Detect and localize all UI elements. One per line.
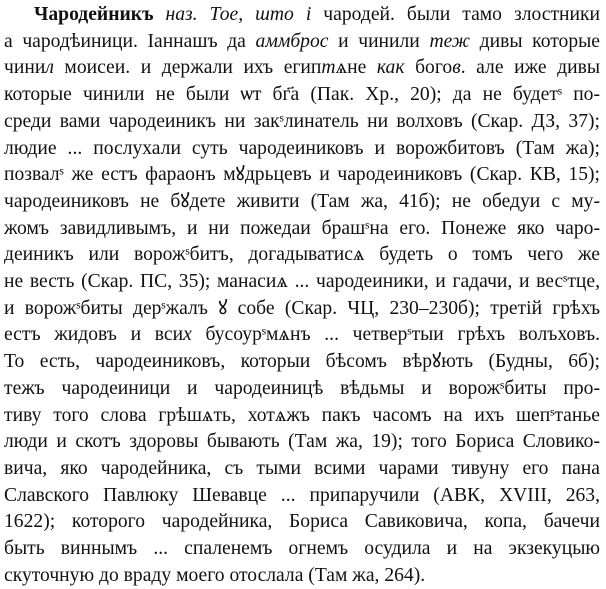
entry-line bbox=[4, 403, 600, 430]
italic-segment: в bbox=[452, 57, 461, 79]
text-segment: . але иже дивы bbox=[460, 57, 600, 79]
text-segment: тежъ чародеиници и чародеиницѣ вѣдьмы и ворожˢбиты про- bbox=[4, 377, 600, 399]
text-segment: бого bbox=[404, 57, 453, 79]
text-segment: моисеи. и держали ихъ егип bbox=[53, 57, 322, 79]
italic-segment: наз. Тое, што і bbox=[165, 4, 312, 25]
dictionary-entry bbox=[4, 2, 600, 589]
text-segment: скуточную до враду моего отослала (Там жа, 264). bbox=[4, 564, 426, 586]
entry-line bbox=[4, 109, 600, 136]
entry-line bbox=[4, 349, 600, 376]
entry-line bbox=[4, 483, 600, 510]
text-segment: не весть (Скар. ПС, 35); манасиѧ ... чародеиники, и гадачи, и весˢтце, bbox=[4, 271, 600, 293]
italic-segment: аммброс bbox=[255, 30, 329, 52]
text-segment: позвалˢ же естъ фараонъ мꙋдрьцевъ и чародеиниковъ (Скар. КВ, 15); bbox=[4, 164, 600, 186]
text-segment: дивы которые bbox=[470, 30, 600, 52]
italic-segment: т bbox=[321, 57, 336, 79]
text-segment: чини bbox=[4, 57, 46, 79]
text-segment: Славского Павлюку Шевавце ... припаручили (АВК, XVIII, 263, bbox=[4, 484, 600, 506]
text-segment: люди и скотъ здоровы бывають (Там жа, 19); того Бориса Словико- bbox=[4, 431, 600, 453]
entry-line bbox=[4, 509, 600, 536]
entry-line bbox=[4, 55, 600, 82]
entry-line bbox=[4, 162, 600, 189]
entry-line bbox=[4, 296, 600, 323]
text-segment: чародеиниковъ не бꙋдете живити (Там жа, 41б); не обедуи с му- bbox=[4, 190, 600, 212]
italic-segment: х bbox=[183, 324, 192, 346]
text-segment: среди вами чародеиникъ ни закˢлинатель ни волховъ (Скар. ДЗ, 37); bbox=[4, 110, 600, 132]
italic-segment: как bbox=[376, 57, 405, 79]
text-segment: деиникъ или ворожˢбитъ, догадыватисѧ будеть о томъ чего же bbox=[4, 244, 600, 266]
text-segment: которые чинили не были ѡт бг҃а (Пак. Хр., 20); да не будетˢ по- bbox=[4, 84, 600, 106]
text-segment: людие ... послухали суть чародеиниковъ и ворожбитовъ (Там жа); bbox=[4, 137, 600, 159]
entry-line bbox=[4, 429, 600, 456]
text-segment: жомъ завидливымъ, и ни пожедаи брашˢна его. Понеже яко чаро- bbox=[4, 217, 600, 239]
entry-line bbox=[4, 242, 600, 269]
text-segment: 1622); которого чародейника, Бориса Савиковича, копа, бачечи bbox=[4, 511, 600, 533]
entry-line bbox=[4, 82, 600, 109]
entry-line bbox=[4, 456, 600, 483]
italic-segment: л bbox=[45, 57, 54, 79]
entry-line bbox=[4, 216, 600, 243]
text-segment: тиву того слова грѣшѧть, хотѧжъ пакъ часомъ на ихъ шепˢтанье bbox=[4, 404, 600, 426]
entry-line bbox=[4, 322, 600, 349]
entry-line bbox=[4, 2, 600, 29]
text-segment: бусоурˢмѧнъ ... четверˢтыи грѣхъ волъховъ. bbox=[191, 324, 600, 346]
entry-line bbox=[4, 29, 600, 56]
text-segment: быть виннымъ ... спаленемъ огнемъ осудила и на экзекуцыю bbox=[4, 538, 600, 560]
text-segment: естъ жидовъ и вси bbox=[4, 324, 184, 346]
text-segment: вича, яко чародейника, съ тыми всими чарами тивуну его пана bbox=[4, 457, 600, 479]
entry-line bbox=[4, 376, 600, 403]
text-segment: а чародѣиници. Іаннашъ да bbox=[4, 30, 256, 52]
entry-headword: Чародейникъ bbox=[34, 4, 154, 25]
text-segment: То есть, чародеиниковъ, которыи бѣсомъ вѣрꙋють (Будны, 6б); bbox=[4, 351, 600, 373]
entry-line bbox=[4, 136, 600, 163]
text-segment: и чинили bbox=[328, 30, 430, 52]
text-segment: и ворожˢбиты дерˢжалъ ꙋ собе (Скар. ЧЦ, 230–230б); третій грѣхъ bbox=[4, 297, 600, 319]
italic-segment: теж bbox=[429, 30, 471, 52]
text-segment: ѧне bbox=[335, 57, 377, 79]
entry-line bbox=[4, 269, 600, 296]
text-segment: чародей. были тамо злостники bbox=[311, 4, 600, 25]
entry-line bbox=[4, 189, 600, 216]
entry-line bbox=[4, 536, 600, 563]
